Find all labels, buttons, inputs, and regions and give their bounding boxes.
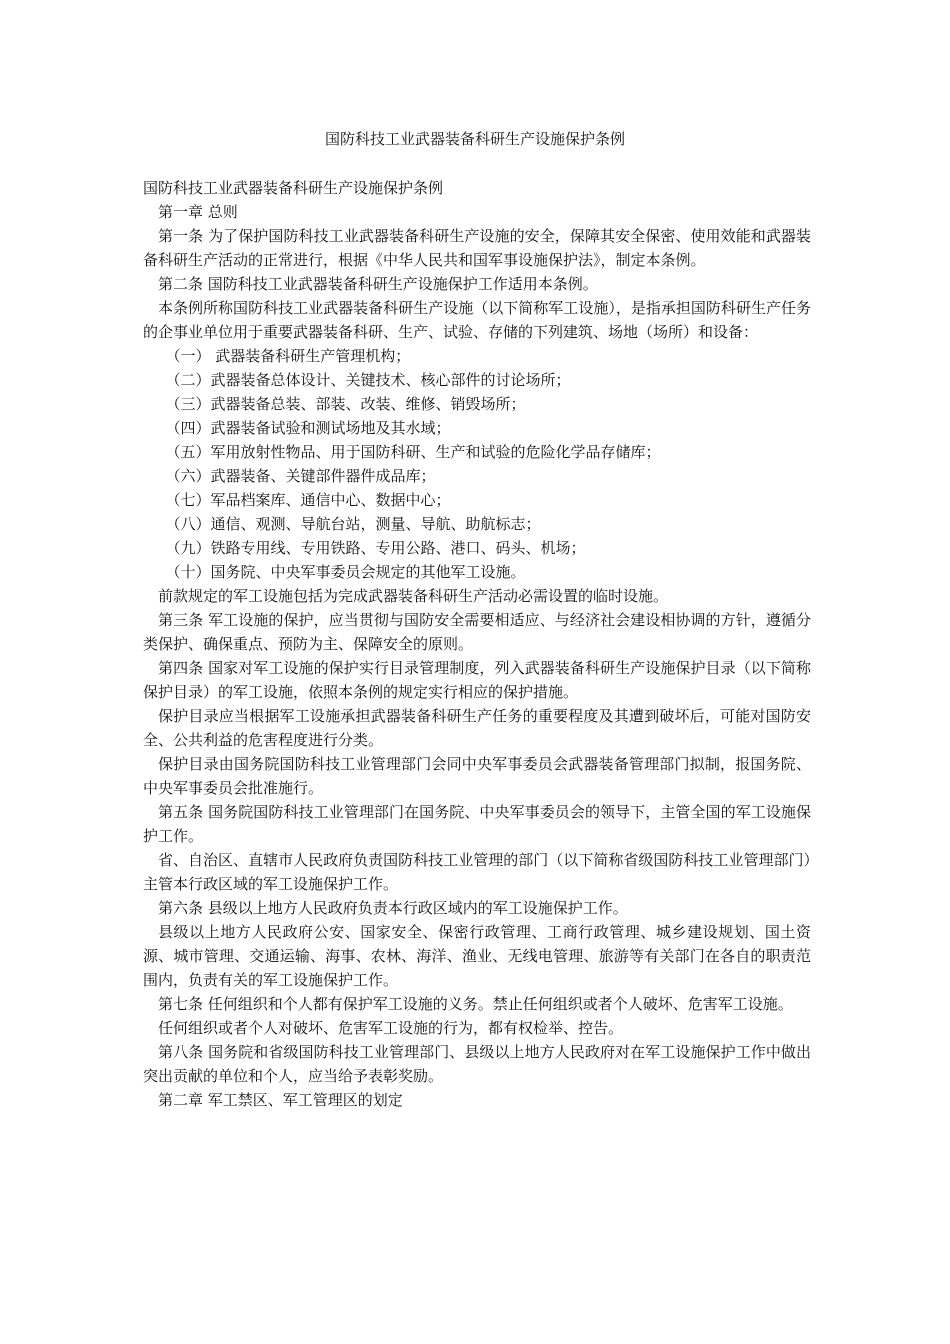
list-item: （八）通信、观测、导航台站，测量、导航、助航标志； [165,515,541,533]
article-paragraph: 第八条 国务院和省级国防科技工业管理部门、县级以上地方人民政府对在军工设施保护工作中做出突出贡献的单位和个人，应当给予表彰奖励。 [143,1043,811,1085]
list-item: （二）武器装备总体设计、关键技术、核心部件的讨论场所； [165,371,571,389]
article-paragraph: 第七条 任何组织和个人都有保护军工设施的义务。禁止任何组织或者个人破坏、危害军工设施。 [158,995,793,1013]
article-paragraph: 第三条 军工设施的保护，应当贯彻与国防安全需要相适应、与经济社会建设相协调的方针，遵循分类保护、确保重点、预防为主、保障安全的原则。 [143,611,811,653]
list-item: （九）铁路专用线、专用铁路、专用公路、港口、码头、机场； [165,539,586,557]
list-item: （十）国务院、中央军事委员会规定的其他军工设施。 [165,563,526,581]
list-item: （三）武器装备总装、部装、改装、维修、销毁场所； [165,395,526,413]
list-item: （一） 武器装备科研生产管理机构； [165,347,411,365]
list-item: （六）武器装备、关键部件器件成品库； [165,467,436,485]
document-body [143,176,811,1112]
article-paragraph: 保护目录应当根据军工设施承担武器装备科研生产任务的重要程度及其遭到破坏后，可能对国防安全、公共利益的危害程度进行分类。 [143,707,811,749]
article-paragraph: 任何组织或者个人对破坏、危害军工设施的行为，都有权检举、控告。 [158,1019,624,1037]
article-paragraph: 省、自治区、直辖市人民政府负责国防科技工业管理的部门（以下简称省级国防科技工业管理部门）主管本行政区域的军工设施保护工作。 [143,851,811,893]
chapter-heading: 第二章 军工禁区、军工管理区的划定 [158,1091,403,1109]
article-paragraph: 第二条 国防科技工业武器装备科研生产设施保护工作适用本条例。 [158,275,598,293]
article-paragraph: 第六条 县级以上地方人民政府负责本行政区域内的军工设施保护工作。 [158,899,628,917]
body-heading: 国防科技工业武器装备科研生产设施保护条例 [143,179,444,197]
article-paragraph: 县级以上地方人民政府公安、国家安全、保密行政管理、工商行政管理、城乡建设规划、国土资源、城市管理、交通运输、海事、农林、海洋、渔业、无线电管理、旅游等有关部门在各自的职责范围内，负责有关的军工设施保护工作。 [143,923,811,989]
chapter-heading: 第一章 总则 [158,203,238,221]
article-paragraph: 前款规定的军工设施包括为完成武器装备科研生产活动必需设置的临时设施。 [158,587,669,605]
article-paragraph: 保护目录由国务院国防科技工业管理部门会同中央军事委员会武器装备管理部门拟制，报国务院、中央军事委员会批准施行。 [143,755,811,797]
list-item: （七）军品档案库、通信中心、数据中心； [165,491,451,509]
document-title: 国防科技工业武器装备科研生产设施保护条例 [324,130,625,148]
article-paragraph: 第五条 国务院国防科技工业管理部门在国务院、中央军事委员会的领导下，主管全国的军工设施保护工作。 [143,803,811,845]
list-item: （四）武器装备试验和测试场地及其水域； [165,419,451,437]
article-paragraph: 第一条 为了保护国防科技工业武器装备科研生产设施的安全，保障其安全保密、使用效能和武器装备科研生产活动的正常进行，根据《中华人民共和国军事设施保护法》，制定本条例。 [143,227,811,269]
article-paragraph: 第四条 国家对军工设施的保护实行目录管理制度，列入武器装备科研生产设施保护目录（以下简称保护目录）的军工设施，依照本条例的规定实行相应的保护措施。 [143,659,811,701]
list-item: （五）军用放射性物品、用于国防科研、生产和试验的危险化学品存储库； [165,443,661,461]
article-paragraph: 本条例所称国防科技工业武器装备科研生产设施（以下简称军工设施），是指承担国防科研生产任务的企事业单位用于重要武器装备科研、生产、试验、存储的下列建筑、场地（场所）和设备： [143,299,811,341]
